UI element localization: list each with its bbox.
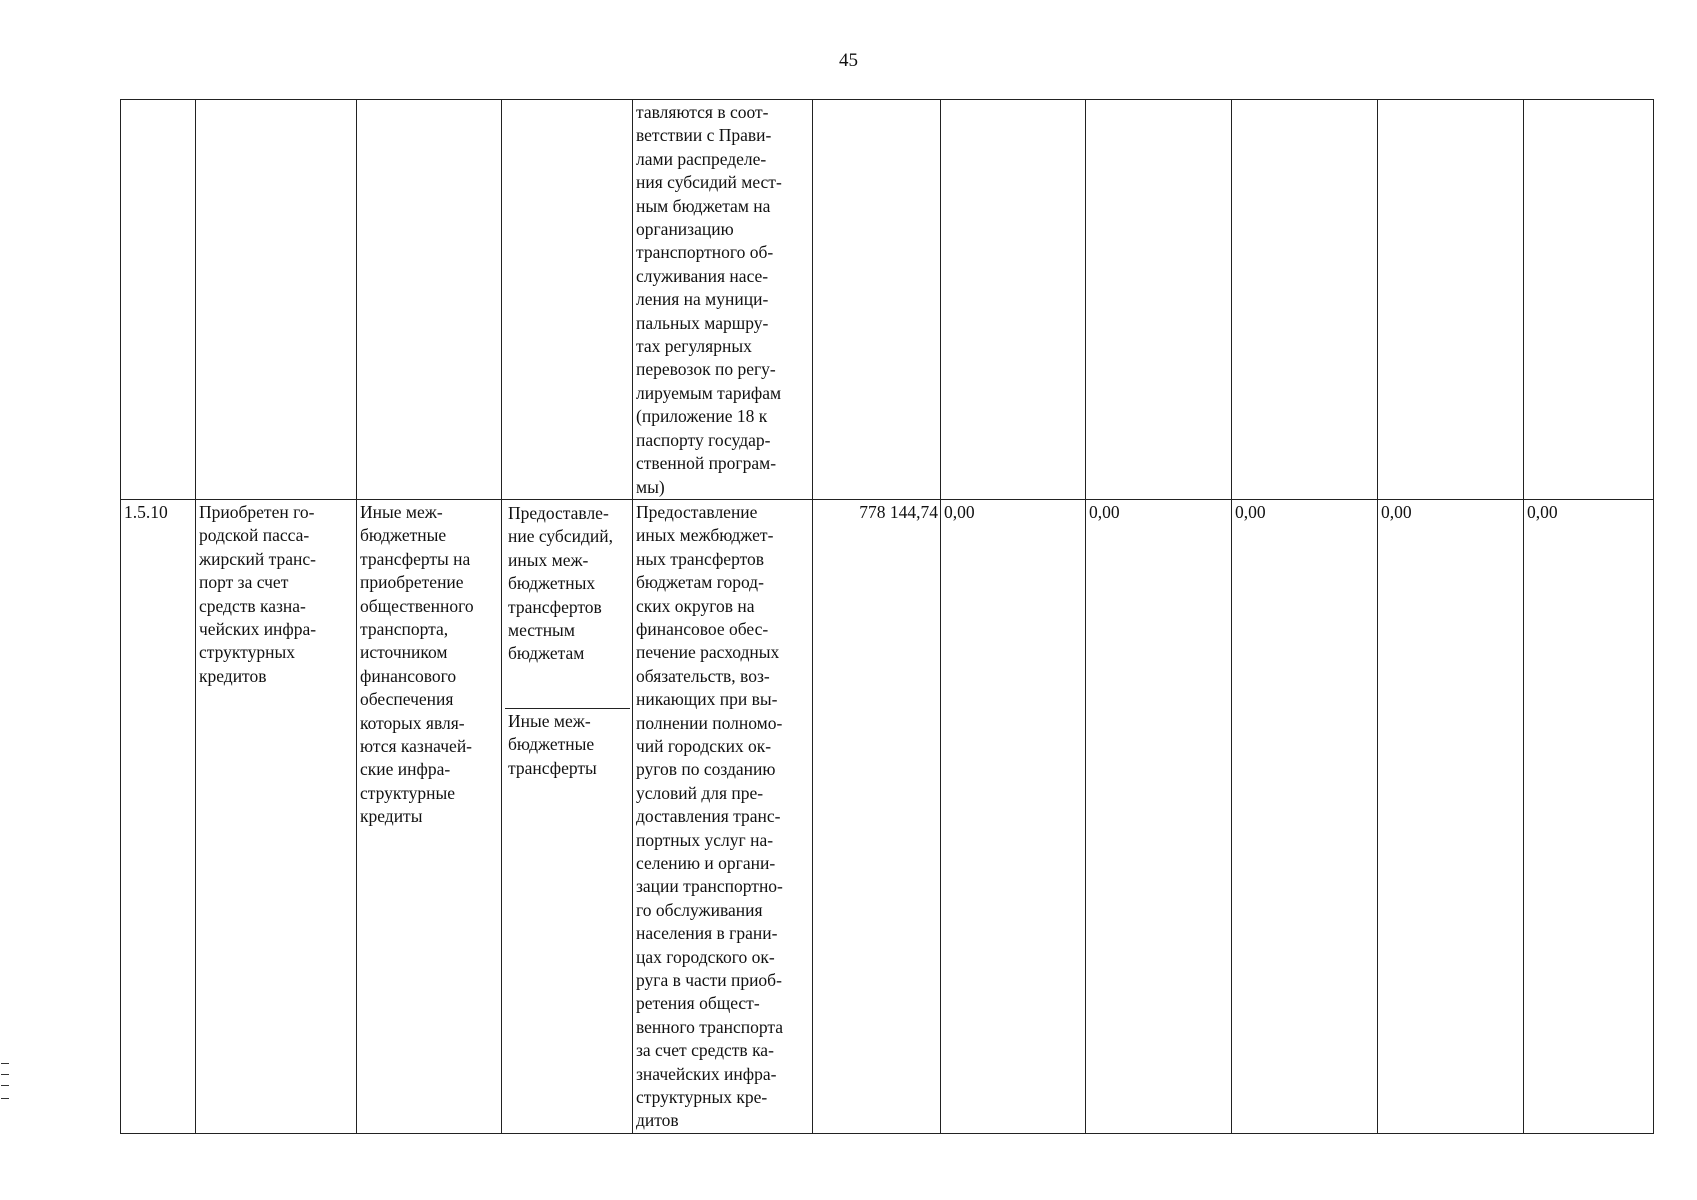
cell-value xyxy=(813,100,941,500)
cell-value xyxy=(1232,499,1378,1133)
cell-mechanism xyxy=(502,100,633,500)
cell-value xyxy=(1378,499,1524,1133)
cell-description xyxy=(633,499,813,1133)
result-text: Приобретен го- родской пасса- жирский транс- порт за счет средств казна- чейских инфра- структурных кредитов xyxy=(199,501,317,686)
cell-source xyxy=(357,499,502,1133)
cell-value xyxy=(1524,499,1654,1133)
cell-value xyxy=(1378,100,1524,500)
value-total: 778 144,74 xyxy=(859,501,938,522)
cell-result xyxy=(196,100,357,500)
cell-value xyxy=(1086,499,1232,1133)
value-year: 0,00 xyxy=(1235,501,1266,522)
value-year: 0,00 xyxy=(1089,501,1120,522)
value-year: 0,00 xyxy=(944,501,975,522)
cell-value-total xyxy=(813,499,941,1133)
cell-value xyxy=(1086,100,1232,500)
description-text: Предоставление иных межбюджет- ных трансфертов бюджетам город- ских округов на финансовое обес- печение расходных обязательств, воз- никающих при вы- полнении полномо- чий городских ок- ругов по созданию условий для пре- доставления транс- портных услуг на- селению и органи- зации транспортно- го обслуживания населения в грани- цах городского ок- руга в части приоб- ретения общест- венного транспорта за счет средств ка- значейских инфра- структурных кре- дитов xyxy=(636,501,784,1131)
cell-value xyxy=(1524,100,1654,500)
cell-value xyxy=(941,100,1086,500)
cell-code xyxy=(121,499,196,1133)
page-number: 45 xyxy=(839,50,858,71)
mechanism-top-text: Предоставле- ние субсидий, иных меж- бюджетных трансфертов местным бюджетам xyxy=(508,502,613,664)
value-year: 0,00 xyxy=(1527,501,1558,522)
cell-value xyxy=(1232,100,1378,500)
value-year: 0,00 xyxy=(1381,501,1412,522)
program-table xyxy=(120,99,1654,1134)
cell-code xyxy=(121,100,196,500)
description-text: тавляются в соот- ветствии с Прави- лами распределе- ния субсидий мест- ным бюджетам на организацию транспортного об- служивания насе- ления на муници- пальных маршру- тах регулярных перевозок по регу- лируемым тарифам (приложение 18 к паспорту государ- ственной програм- мы) xyxy=(636,102,782,497)
row-code: 1.5.10 xyxy=(124,501,168,522)
source-text: Иные меж- бюджетные трансферты на приобретение общественного транспорта, источником финансового обеспечения которых явля- ются казначей- ские инфра- структурные кредиты xyxy=(360,501,474,827)
mechanism-bottom-text: Иные меж- бюджетные трансферты xyxy=(508,710,597,778)
binding-mark xyxy=(1,1063,9,1099)
cell-value xyxy=(941,499,1086,1133)
cell-description xyxy=(633,100,813,500)
cell-mechanism xyxy=(502,499,633,1133)
cell-source xyxy=(357,100,502,500)
table-row-1-5-10 xyxy=(121,499,1654,1133)
table-row-continuation xyxy=(121,100,1654,500)
cell-result xyxy=(196,499,357,1133)
